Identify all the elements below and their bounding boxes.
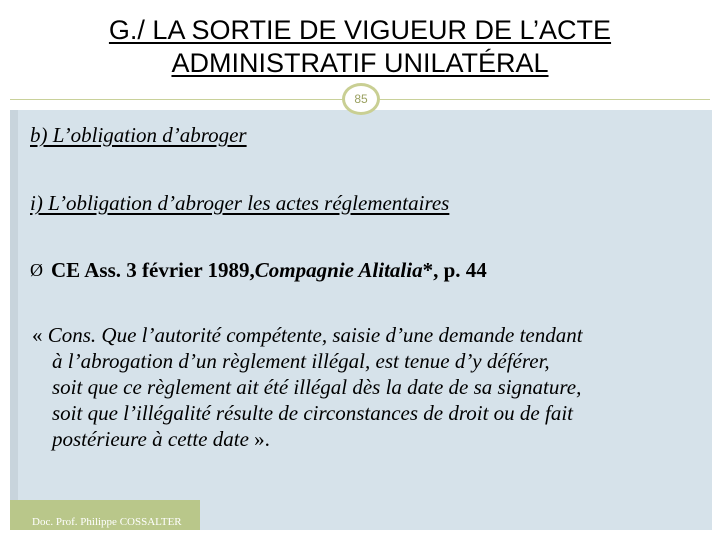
section-heading-b: b) L’obligation d’abroger (30, 123, 247, 147)
page-number-badge (342, 83, 380, 115)
slide-title-line-2: ADMINISTRATIF UNILATÉRAL (171, 48, 549, 78)
quote-text-5: postérieure à cette date (52, 427, 249, 451)
case-reference (30, 258, 487, 283)
panel-left-strip (10, 110, 18, 530)
quote-line-3: soit que ce règlement ait été illégal dès la date de sa signature, (52, 375, 582, 399)
arrow-bullet-icon: Ø (30, 260, 43, 280)
case-suffix: *, p. 44 (422, 258, 487, 282)
quotation (32, 322, 692, 452)
quote-line-2: à l’abrogation d’un règlement illégal, est tenue d’y déférer, (52, 349, 550, 373)
section-heading-i: i) L’obligation d’abroger les actes réglementaires (30, 191, 450, 215)
slide-title (0, 14, 720, 80)
footer-author: Doc. Prof. Philippe COSSALTER (32, 516, 182, 528)
page-number: 85 (354, 92, 368, 106)
quote-line-4: soit que l’illégalité résulte de circonstances de droit ou de fait (52, 401, 574, 425)
quote-line-1 (32, 322, 692, 348)
quote-open: « (32, 323, 48, 347)
quote-close: ». (248, 427, 270, 451)
quote-line-5 (32, 426, 692, 452)
footer-author-bar (10, 500, 200, 530)
case-prefix: CE Ass. 3 février 1989, (51, 258, 255, 282)
case-name: Compagnie Alitalia (254, 258, 423, 282)
slide-title-line-1: G./ LA SORTIE DE VIGUEUR DE L’ACTE (108, 15, 612, 45)
content-panel (10, 110, 712, 530)
quote-text-1: Cons. Que l’autorité compétente, saisie d’une demande tendant (47, 323, 583, 347)
